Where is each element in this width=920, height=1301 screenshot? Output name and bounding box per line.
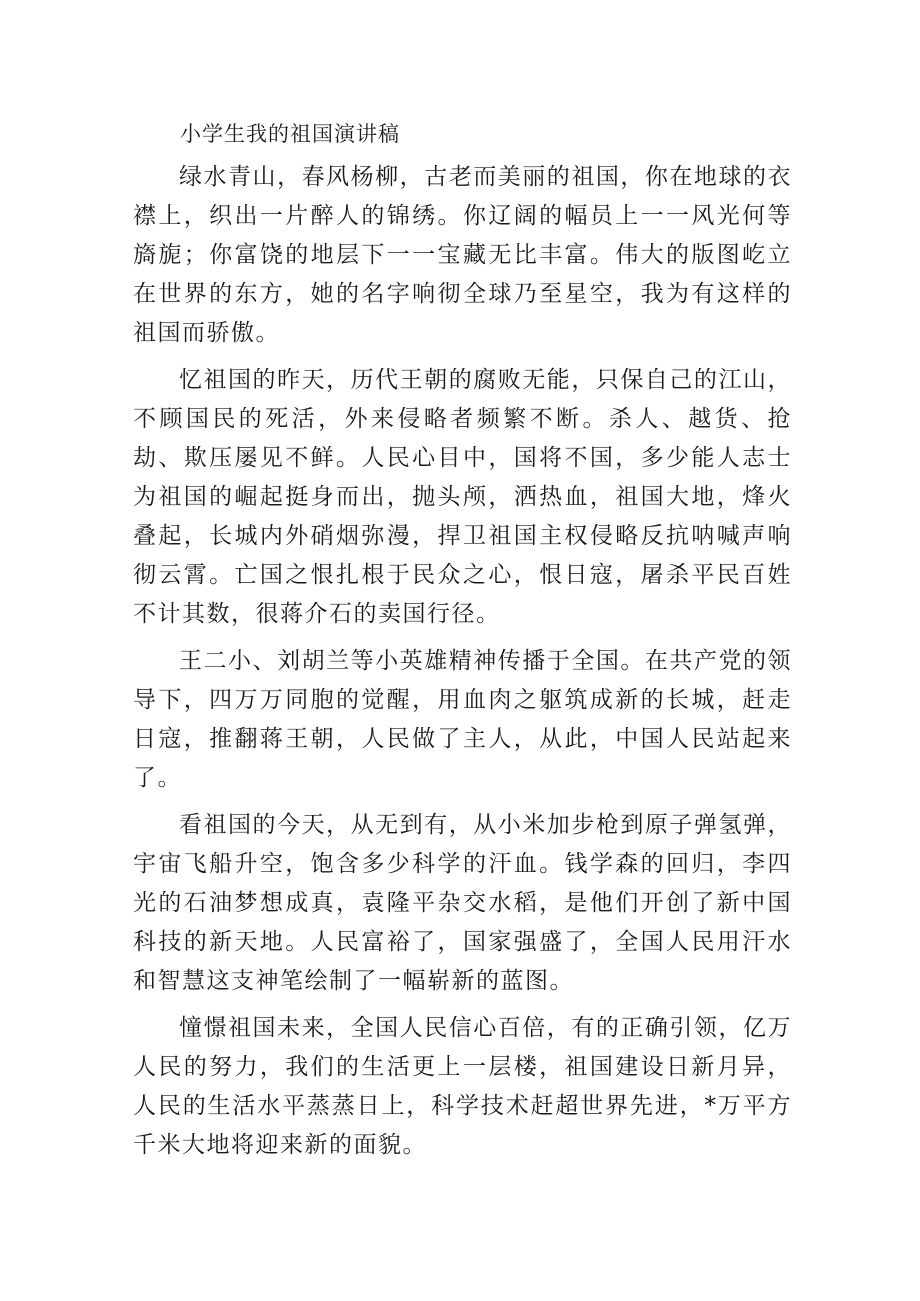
document-title: 小学生我的祖国演讲稿 — [180, 122, 400, 146]
paragraph: 憧憬祖国未来，全国人民信心百倍，有的正确引领，亿万人民的努力，我们的生活更上一层楼，祖国建设日新月异，人民的生活水平蒸蒸日上，科学技术赶超世界先进，*万平方千米大地将迎来新的面貌。 — [133, 1015, 792, 1158]
paragraph: 忆祖国的昨天，历代王朝的腐败无能，只保自己的江山，不顾国民的死活，外来侵略者频繁不断。杀人、越货、抢劫、欺压屡见不鲜。人民心目中，国将不国，多少能人志士为祖国的崛起挺身而出，抛头颅，洒热血，祖国大地，烽火叠起，长城内外硝烟弥漫，捍卫祖国主权侵略反抗呐喊声响彻云霄。亡国之恨扎根于民众之心，恨日寇，屠杀平民百姓不计其数，很蒋介石的卖国行径。 — [133, 367, 792, 627]
paragraph: 看祖国的今天，从无到有，从小米加步枪到原子弹氢弹，宇宙飞船升空，饱含多少科学的汗血。钱学森的回归，李四光的石油梦想成真，袁隆平杂交水稻，是他们开创了新中国科技的新天地。人民富裕了，国家强盛了，全国人民用汗水和智慧这支神笔绘制了一幅崭新的蓝图。 — [133, 812, 792, 994]
document-body — [133, 114, 792, 1173]
paragraph: 绿水青山，春风杨柳，古老而美丽的祖国，你在地球的衣襟上，织出一片醉人的锦绣。你辽阔的幅员上一一风光何等旖旎；你富饶的地层下一一宝藏无比丰富。伟大的版图屹立在世界的东方，她的名字响彻全球乃至星空，我为有这样的祖国而骄傲。 — [133, 164, 792, 346]
paragraph: 王二小、刘胡兰等小英雄精神传播于全国。在共产党的领导下，四万万同胞的觉醒，用血肉之躯筑成新的长城，赶走日寇，推翻蒋王朝，人民做了主人，从此，中国人民站起来了。 — [133, 648, 792, 791]
